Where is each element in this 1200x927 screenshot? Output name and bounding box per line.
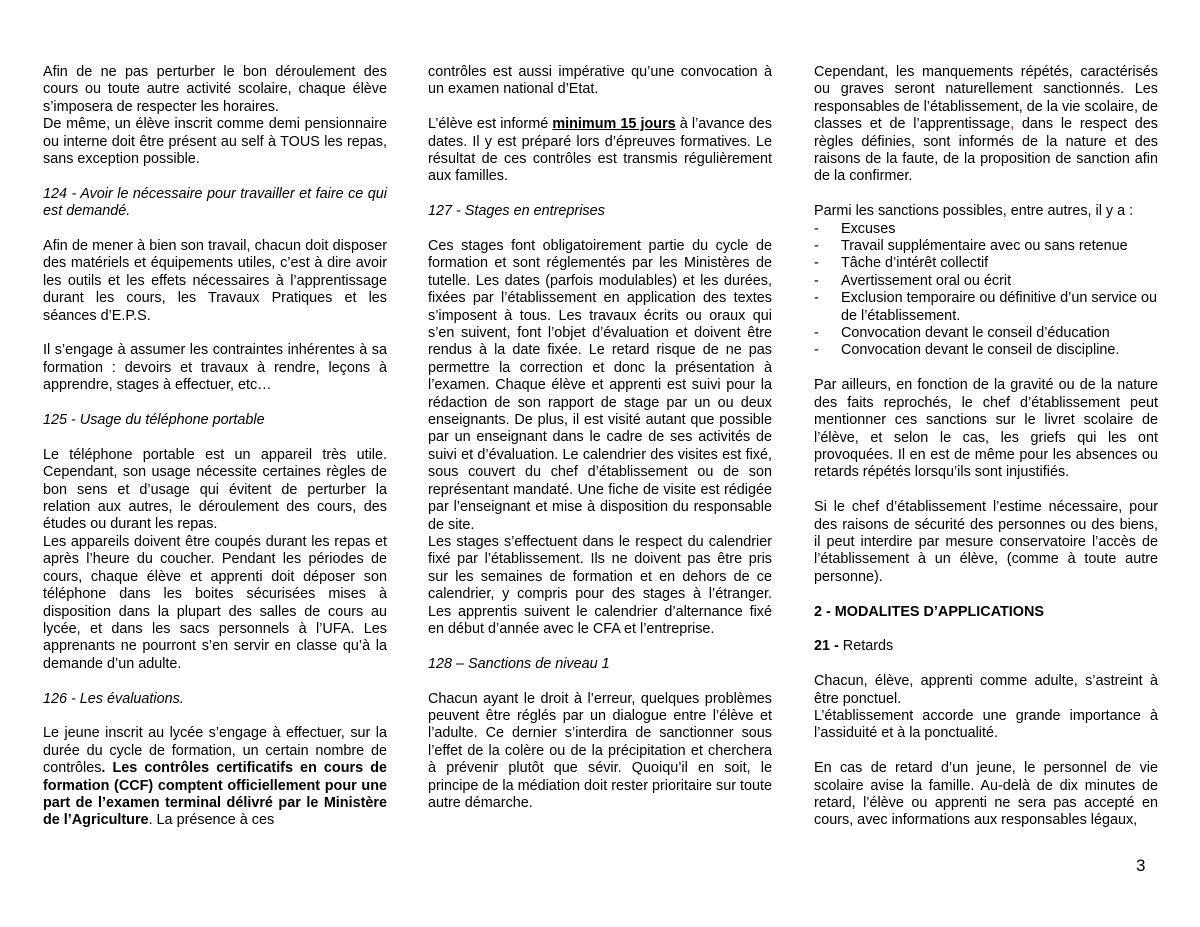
list-item: - Exclusion temporaire ou définitive d’un service ou de l’établissement. [814,290,1158,325]
paragraph: contrôles est aussi impérative qu’une convocation à un examen national d’Etat. [428,64,772,98]
text-run: dans le respect des règles définies, sont informés de la nature et des raisons de la faute, de la proposition de sanction afin de la confirmer. [814,116,1158,185]
heading-text: Retards [838,638,894,655]
text-run: à l’avance des dates. Il y est préparé lors d’épreuves formatives. Le résultat de ces contrôles est transmis régulièrement aux familles. [428,116,773,185]
text-run: L’élève est informé [428,116,553,133]
paragraph: De même, un élève inscrit comme demi pensionnaire ou interne doit être présent au self à TOUS les repas, sans exception possible. [43,116,387,168]
paragraph: Il s’engage à assumer les contraintes inhérentes à sa formation : devoirs et travaux à rendre, leçons à apprendre, stages à effectuer, etc… [43,342,387,394]
underlined-bold-text: minimum 15 jours [552,116,676,133]
paragraph: Afin de mener à bien son travail, chacun doit disposer des matériels et équipements utiles, c’est à dire avoir les outils et les effets nécessaires à l’apprentissage durant les cours, les Travaux Pratiques et les séances d’E.P.S. [43,238,387,324]
list-item: - Avertissement oral ou écrit [814,273,1158,290]
paragraph: L’établissement accorde une grande importance à l’assiduité et à la ponctualité. [814,707,1158,742]
paragraph [43,725,387,829]
section-heading-2: 2 - MODALITES D’APPLICATIONS [814,603,1044,620]
paragraph: Par ailleurs, en fonction de la gravité ou de la nature des faits reprochés, le chef d’établissement peut mentionner ces sanctions sur le livret scolaire de l’élève, et selon le cas, les griefs qui les ont provoquées. Il en est de même pour les absences ou retards répétés lorsqu’ils sont injustifiés. [814,377,1158,481]
paragraph [428,116,772,186]
text-run: Le jeune inscrit au lycée s’engage à effectuer, sur la durée du cycle de formation, un certain nombre de contrôles [43,725,387,777]
paragraph: Afin de ne pas perturber le bon déroulement des cours ou toute autre activité scolaire, chaque élève s’imposera de respecter les horaires. [43,64,387,115]
column-2 [428,64,772,812]
list-item: - Convocation devant le conseil de discipline. [814,342,1158,359]
section-heading-21 [814,638,1158,655]
list-item: - Convocation devant le conseil d’éducation [814,325,1158,342]
paragraph: En cas de retard d’un jeune, le personnel de vie scolaire avise la famille. Au-delà de dix minutes de retard, l’élève ou apprenti ne sera pas accepté en cours, avec informations aux responsables légaux, [814,760,1158,829]
paragraph: Les stages s’effectuent dans le respect du calendrier fixé par l’établissement. Ils ne doivent pas être pris sur les semaines de formation et en dehors de ce calendrier, y compris pour des stages à l’étranger. Les apprentis suivent le calendrier d’alternance fixé en début d’année avec le CFA et l’entreprise. [428,533,772,637]
section-heading-124: 124 - Avoir le nécessaire pour travailler et faire ce qui est demandé. [43,185,387,220]
paragraph: Si le chef d’établissement l’estime nécessaire, pour des raisons de sécurité des personnes ou des biens, il peut interdire par mesure conservatoire l’accès de l’établissement à un élève, (comme à toute autre personne). [814,499,1158,585]
column-3 [814,64,1158,830]
page-number: 3 [1136,856,1146,875]
text-run: . La présence à ces [148,812,275,829]
paragraph: Parmi les sanctions possibles, entre autres, il y a : [814,203,1134,220]
paragraph: Ces stages font obligatoirement partie du cycle de formation et sont réglementés par les Ministères de tutelle. Les dates (parfois modulables) et les durées, fixées par l’établissement en application des textes s’imposent à tous. Les travaux écrits ou oraux qui s’en suivent, font l’objet d’évaluation et doivent être rendus à la date fixée. Le retard risque de ne pas permettre la correction et donc la présentation à l’examen. Chaque élève et apprenti est suivi pour la rédaction de son rapport de stage par un ou deux enseignants. De plus, il est visité autant que possible par un enseignant dans le cadre de ses activités de suivi et d’évaluation. Le calendrier des visites est fixé, sous couvert du chef d’établissement ou de son représentant mandaté. Une fiche de visite est rédigée par l’enseignant et mise à disposition du responsable de site. [428,238,772,533]
paragraph [814,64,1158,186]
paragraph: Les appareils doivent être coupés durant les repas et après l’heure du coucher. Pendant les périodes de cours, chaque élève et apprenti doit déposer son téléphone dans les boites sécurisées mises à disposition dans la plupart des salles de cours au lycée, et dans les sacs personnels à l’UFA. Les apprenants ne pourront s’en servir en classe qu’à la demande d’un adulte. [43,533,387,672]
section-heading-126: 126 - Les évaluations. [43,690,184,707]
section-heading-125: 125 - Usage du téléphone portable [43,412,265,429]
heading-number: 21 - [814,638,839,655]
paragraph: Le téléphone portable est un appareil très utile. Cependant, son usage nécessite certaines règles de bon sens et d’usage qui évitent de perturber la relation aux autres, le déroulement des cours, des études ou durant les repas. [43,446,387,533]
section-heading-128: 128 – Sanctions de niveau 1 [428,655,610,672]
list-item: - Tâche d’intérêt collectif [814,255,1158,272]
paragraph: Chacun ayant le droit à l’erreur, quelques problèmes peuvent être réglés par un dialogue entre l’élève et l’adulte. Ce dernier s’interdira de sanctionner sous l’effet de la colère ou de la précipitation et cherchera à prévenir plutôt que sévir. Quoiqu’il en soit, le principe de la médiation doit rester prioritaire sur toute autre démarche. [428,690,772,811]
section-heading-127: 127 - Stages en entreprises [428,203,605,220]
paragraph: Chacun, élève, apprenti comme adulte, s’astreint à être ponctuel. [814,673,1158,707]
red-comma: , [1010,116,1015,133]
bold-text: . Les contrôles certificatifs en cours de formation (CCF) comptent officiellement pour une part de l’examen terminal délivré par le Ministère de l’Agriculture [43,760,387,829]
list-item: - Travail supplémentaire avec ou sans retenue [814,238,1158,255]
sanctions-list [814,221,1158,360]
column-1 [43,64,387,830]
text-run: Cependant, les manquements répétés, caractérisés ou graves seront naturellement sanctionnés. Les responsables de l’établissement, de la vie scolaire, de classes et de l’apprentissage [814,64,1158,133]
list-item: - Excuses [814,221,1158,238]
